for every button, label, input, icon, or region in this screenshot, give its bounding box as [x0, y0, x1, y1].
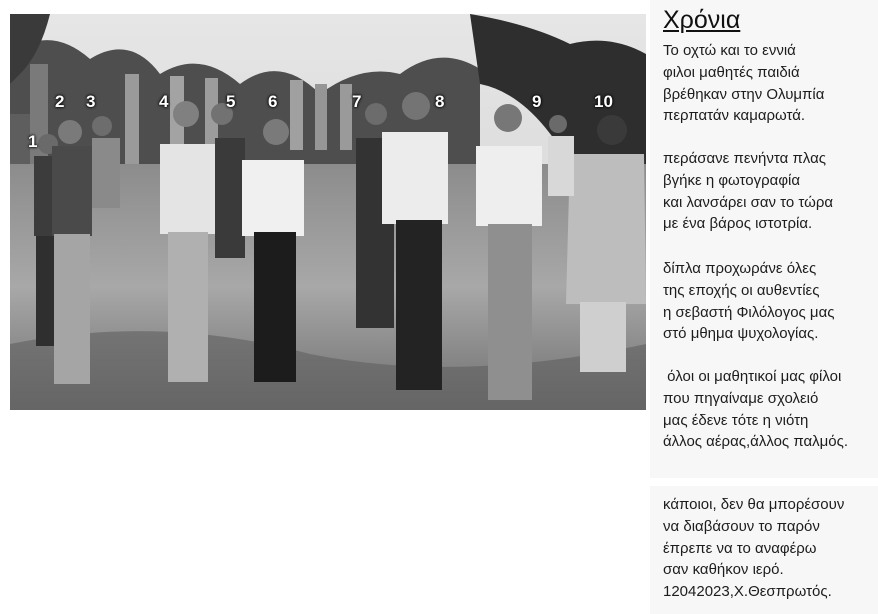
photo-label-4: 4: [159, 92, 169, 111]
stanza-line: με ένα βάρος ιστοτρία.: [663, 215, 813, 233]
stanza-line: περάσανε πενήντα πλας: [663, 150, 826, 167]
stanza-line: στό μθημα ψυχολογίας.: [663, 325, 819, 343]
stanza-1: [663, 40, 824, 127]
stanza-line: και λανσάρει σαν το τώρα: [663, 193, 834, 211]
photo-label-3: 3: [86, 92, 96, 111]
stanza-2: [663, 148, 833, 235]
stanza-line: η σεβαστή Φιλόλογος μας: [663, 303, 835, 321]
stanza-line: φιλοι μαθητές παιδιά: [663, 63, 800, 81]
photo-label-1: 1: [28, 132, 38, 151]
stanza-line: που πηγαίναμε σχολειό: [663, 389, 819, 407]
photo-label-9: 9: [532, 92, 542, 111]
photo-scene: [10, 14, 646, 410]
poem-signature: 12042023,Χ.Θεσπρωτός.: [663, 583, 832, 601]
stanza-line: σαν καθήκον ιερό.: [663, 561, 784, 579]
stanza-line: όλοι οι μαθητικοί μας φίλοι: [663, 368, 842, 385]
photo-label-7: 7: [352, 92, 362, 111]
stanza-line: έπρεπε να το αναφέρω: [663, 539, 817, 557]
stanza-line: της εποχής οι αυθεντίες: [663, 281, 820, 299]
photo-label-5: 5: [226, 92, 236, 111]
stanza-line: βρέθηκαν στην Ολυμπία: [663, 85, 825, 103]
stanza-line: άλλος αέρας,άλλος παλμός.: [663, 433, 849, 451]
stanza-line: Το οχτώ και το εννιά: [663, 42, 796, 59]
stanza-4: [663, 366, 848, 453]
photo-label-2: 2: [55, 92, 65, 111]
stanza-3: [663, 258, 834, 345]
stanza-line: να διαβάσουν το παρόν: [663, 517, 820, 535]
poem-title: Χρόνια: [663, 6, 741, 34]
photo-label-10: 10: [594, 92, 613, 111]
class-photo: [10, 14, 646, 410]
stanza-line: κάποιοι, δεν θα μπορέσουν: [663, 496, 845, 513]
stanza-line: δίπλα προχωράνε όλες: [663, 260, 817, 277]
photo-label-8: 8: [435, 92, 445, 111]
stanza-line: βγήκε η φωτογραφία: [663, 171, 801, 189]
stanza-line: περπατάν καμαρωτά.: [663, 107, 806, 125]
stanza-5: [663, 494, 844, 603]
photo-label-6: 6: [268, 92, 278, 111]
stanza-line: μας έδενε τότε η νιότη: [663, 411, 809, 429]
person-2: [52, 120, 92, 384]
